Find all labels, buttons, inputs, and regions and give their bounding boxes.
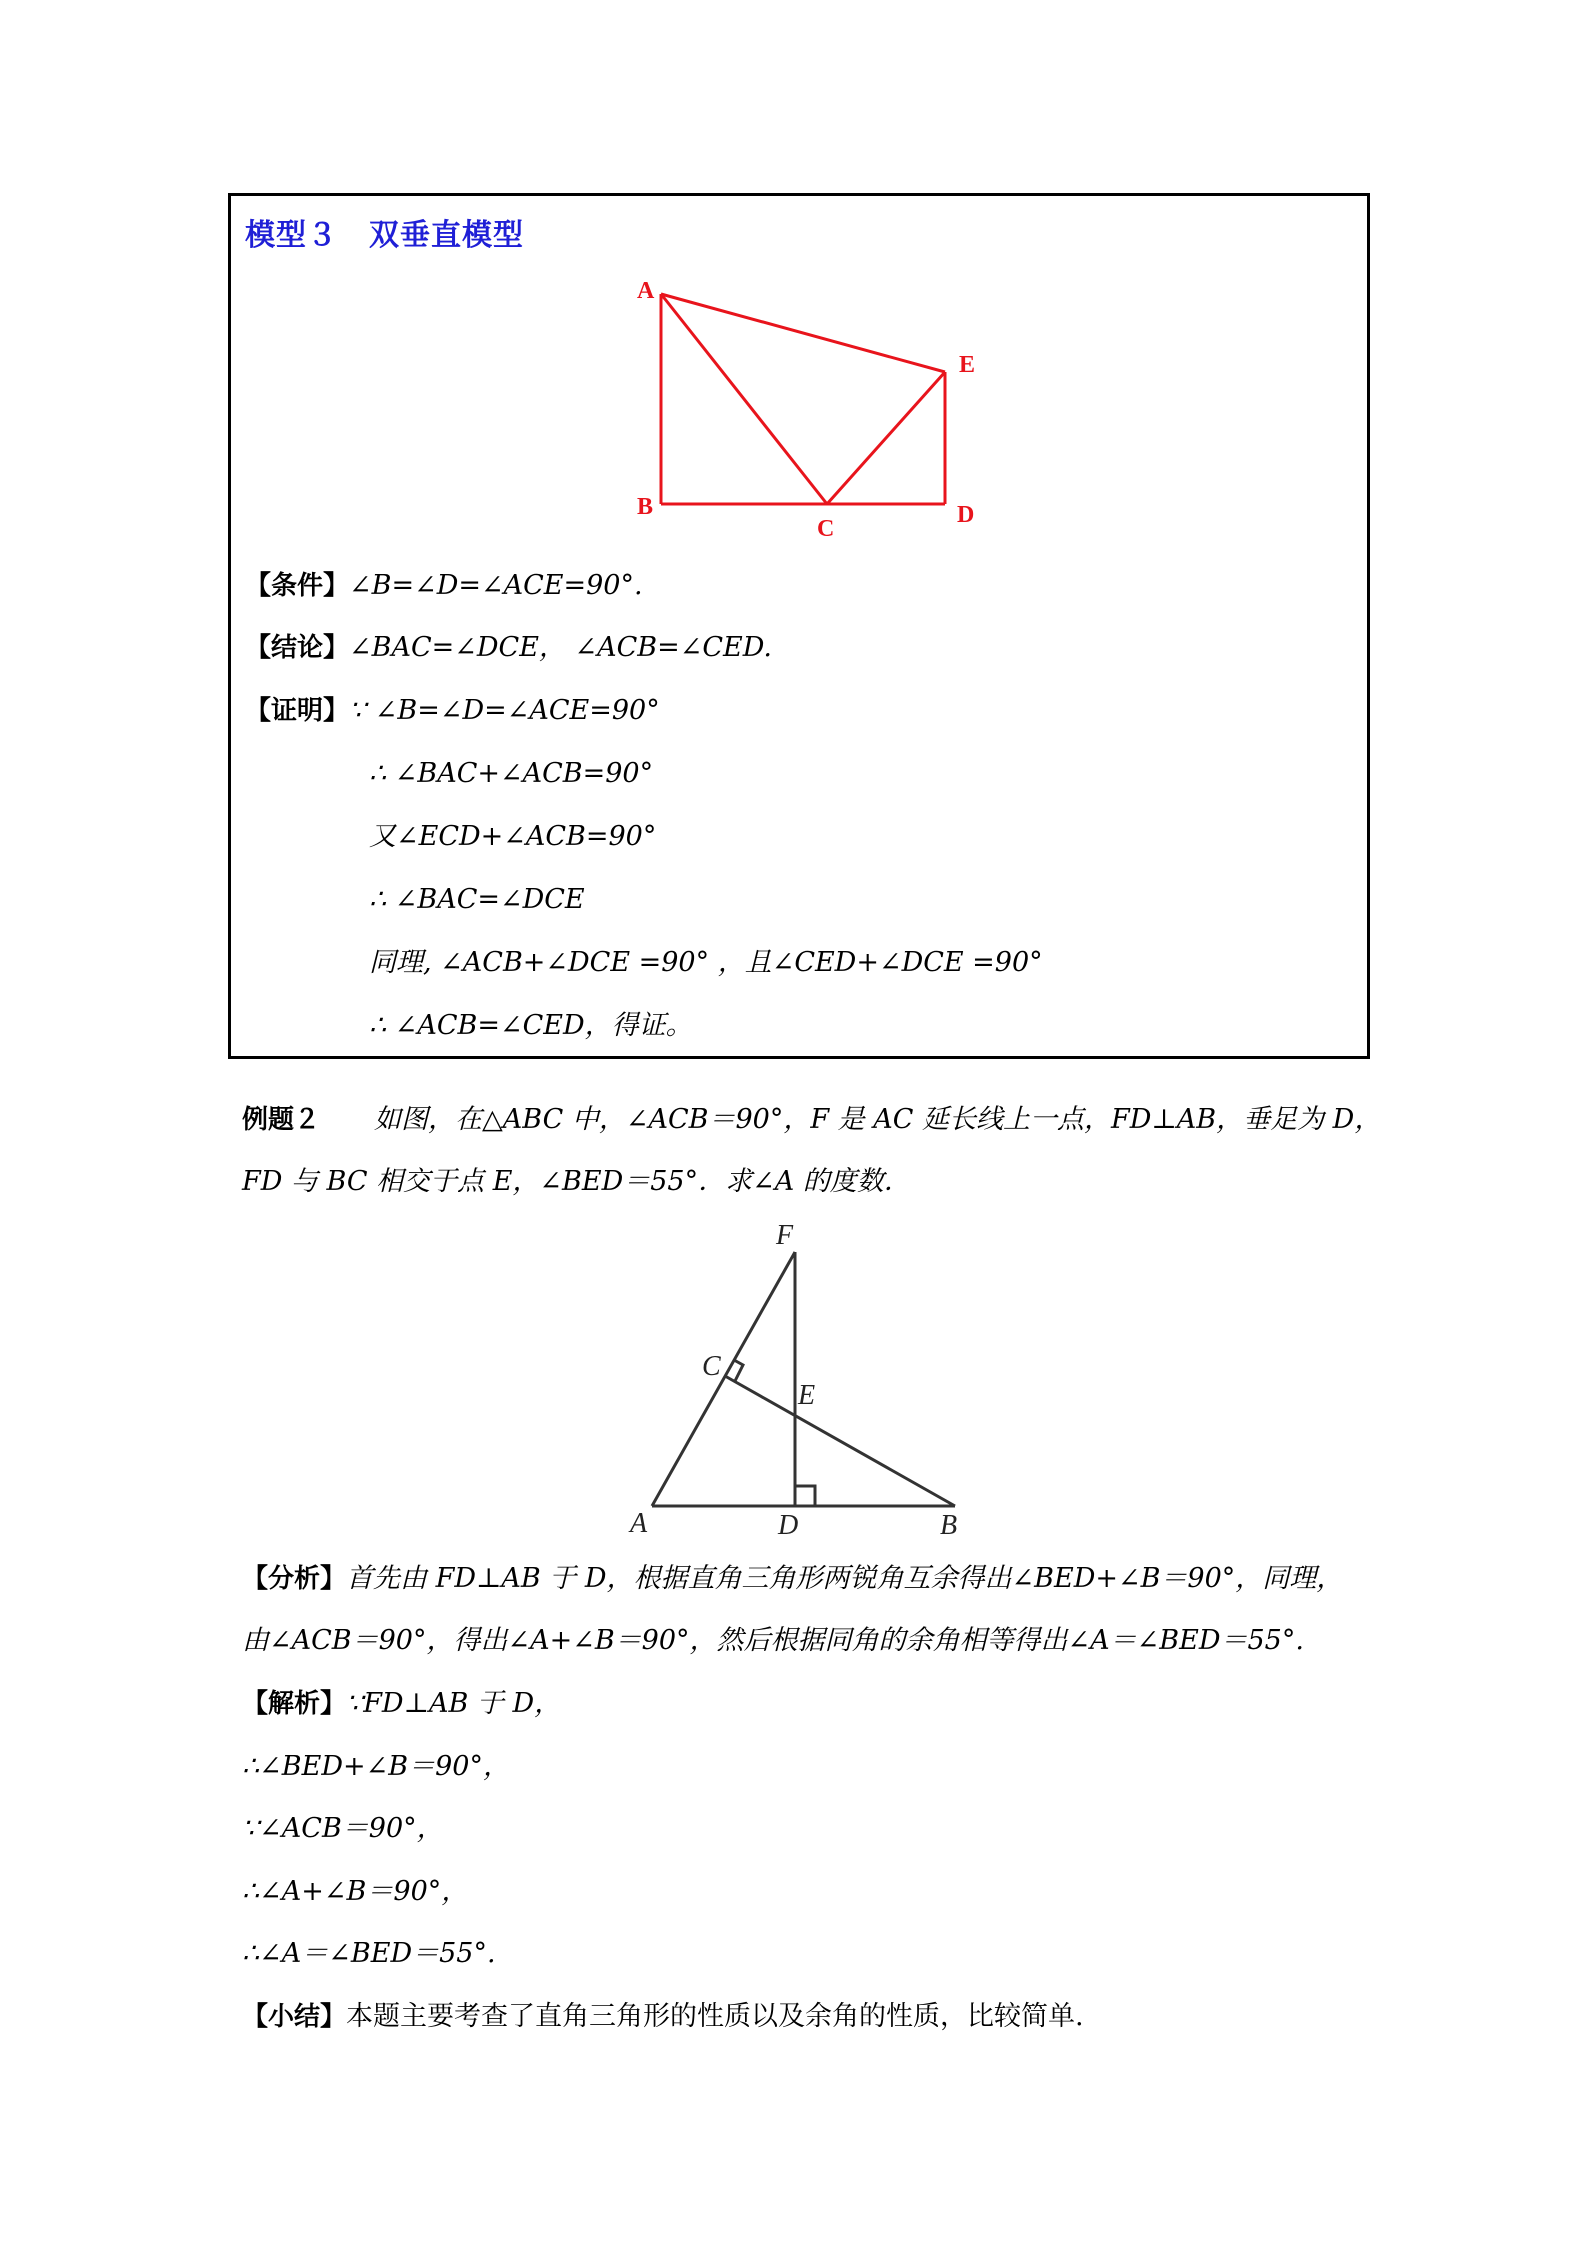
- solution-text-first: ∵FD⊥AB 于 D，: [346, 1688, 562, 1719]
- condition-tag: 【条件】: [245, 571, 350, 601]
- proof-tag: 【证明】: [245, 696, 350, 726]
- proof-text-0: ∵ ∠B=∠D=∠ACE=90°: [349, 695, 660, 726]
- segment-cb: [725, 1376, 955, 1506]
- conclusion-tag: 【结论】: [245, 633, 350, 663]
- label-c: C: [817, 516, 835, 542]
- analysis-text1: 首先由 FD⊥AB 于 D，根据直角三角形两锐角互余得出∠BED+∠B＝90°，同理，: [346, 1563, 1344, 1594]
- label-e: E: [959, 352, 976, 378]
- label-a: A: [637, 278, 655, 304]
- summary-tag: 【小结】: [242, 2002, 347, 2032]
- example-figure: [600, 1210, 980, 1550]
- example-problem-line1: [242, 1100, 1381, 1140]
- solution-line-3: ∴∠A＝∠BED＝55°.: [242, 1938, 496, 1969]
- label-d2: D: [778, 1510, 799, 1541]
- label-e2: E: [798, 1380, 816, 1411]
- label-d: D: [957, 502, 975, 528]
- solution-line-0: ∴∠BED+∠B＝90°，: [242, 1751, 510, 1782]
- proof-line-3: ∴ ∠BAC=∠DCE: [369, 884, 585, 915]
- proof-line-1: ∴ ∠BAC+∠ACB=90°: [369, 758, 654, 789]
- model-figure: [603, 274, 976, 554]
- right-angle-c: [734, 1360, 743, 1381]
- analysis-tag: 【分析】: [242, 1564, 347, 1594]
- example-problem-line2: FD 与 BC 相交于点 E，∠BED＝55°．求∠A 的度数．: [242, 1166, 911, 1197]
- model-box: [228, 193, 1370, 1059]
- segment-af: [652, 1252, 795, 1506]
- solution-line-first: [242, 1684, 561, 1724]
- conclusion-text: ∠BAC=∠DCE， ∠ACB=∠CED.: [349, 632, 772, 663]
- solution-tag: 【解析】: [242, 1689, 347, 1719]
- example-label: 例题２: [242, 1105, 321, 1135]
- condition-text: ∠B=∠D=∠ACE=90°.: [349, 570, 643, 601]
- label-f: F: [776, 1220, 794, 1251]
- proof-line-4: 同理, ∠ACB+∠DCE =90° ，且∠CED+∠DCE =90°: [369, 947, 1043, 978]
- segment-ce: [827, 372, 945, 504]
- segment-ac: [661, 294, 827, 504]
- solution-line-2: ∴∠A+∠B＝90°，: [242, 1876, 469, 1907]
- proof-line-5: ∴ ∠ACB=∠CED，得证。: [369, 1010, 693, 1041]
- segment-ae: [661, 294, 945, 372]
- right-angle-d: [795, 1486, 815, 1506]
- label-c2: C: [702, 1351, 721, 1382]
- label-b2: B: [940, 1510, 958, 1541]
- summary-line: [242, 1997, 1084, 2037]
- proof-line-0: [245, 691, 660, 731]
- analysis-line1: [242, 1559, 1343, 1599]
- summary-text: 本题主要考查了直角三角形的性质以及余角的性质，比较简单.: [346, 2001, 1084, 2032]
- analysis-line2: 由∠ACB＝90°，得出∠A+∠B＝90°，然后根据同角的余角相等得出∠A＝∠BED＝55°.: [242, 1625, 1304, 1656]
- proof-line-2: 又∠ECD+∠ACB=90°: [369, 821, 657, 852]
- condition-line: [245, 566, 643, 606]
- label-b: B: [637, 494, 654, 520]
- model-title: 模型３ 双垂直模型: [245, 218, 524, 253]
- label-a2: A: [630, 1508, 648, 1539]
- solution-line-1: ∵∠ACB＝90°，: [242, 1813, 444, 1844]
- conclusion-line: [245, 628, 772, 668]
- example-problem-text1: 如图，在△ABC 中，∠ACB＝90°，F 是 AC 延长线上一点，FD⊥AB，垂足为 D，: [374, 1104, 1382, 1135]
